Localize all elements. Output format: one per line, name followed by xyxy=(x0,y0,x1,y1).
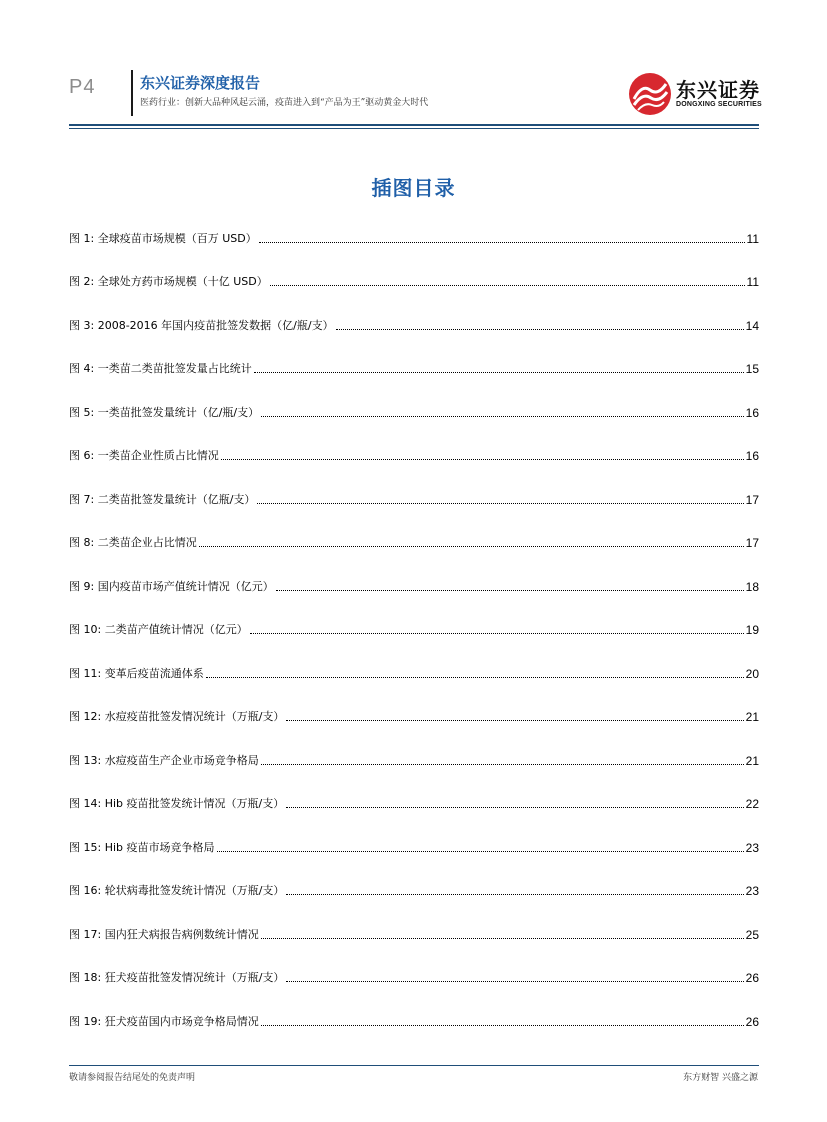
toc-item[interactable] xyxy=(69,303,759,347)
toc-item[interactable] xyxy=(69,564,759,608)
toc-item[interactable] xyxy=(69,347,759,391)
toc-title: 插图目录 xyxy=(371,176,456,200)
toc-item[interactable] xyxy=(69,390,759,434)
toc-item-label: 图 8: 二类苗企业占比情况 xyxy=(69,536,197,549)
toc-item-label: 图 7: 二类苗批签发量统计（亿瓶/支） xyxy=(69,492,256,506)
page-number: P4 xyxy=(69,76,96,98)
toc-leader xyxy=(270,285,745,286)
toc-item-label: 图 10: 二类苗产值统计情况（亿元） xyxy=(69,623,248,636)
toc-item-page: 14 xyxy=(745,318,759,333)
toc-item-page: 17 xyxy=(745,492,759,507)
toc-leader xyxy=(206,677,744,678)
toc-leader xyxy=(286,720,743,721)
toc-item-label: 图 14: Hib 疫苗批签发统计情况（万瓶/支） xyxy=(69,797,285,810)
toc-leader xyxy=(261,416,744,417)
header-rule xyxy=(69,124,759,126)
toc-leader xyxy=(286,894,743,895)
toc-item-page: 19 xyxy=(745,623,759,637)
toc-item-label: 图 17: 国内狂犬病报告病例数统计情况 xyxy=(69,927,259,941)
toc-item-page: 17 xyxy=(745,536,759,550)
toc-item[interactable] xyxy=(69,695,759,739)
toc-item-page: 23 xyxy=(745,884,759,898)
toc-leader xyxy=(250,633,744,634)
toc-item-label: 图 2: 全球处方药市场规模（十亿 USD） xyxy=(69,275,268,288)
toc-item[interactable] xyxy=(69,825,759,869)
toc-item-page: 15 xyxy=(745,362,759,376)
toc-item[interactable] xyxy=(69,869,759,913)
toc-item-page: 26 xyxy=(745,971,759,985)
toc-leader xyxy=(217,851,744,852)
toc-item[interactable] xyxy=(69,738,759,782)
toc-leader xyxy=(257,503,743,504)
toc-item-page: 25 xyxy=(745,927,759,942)
toc-item-page: 21 xyxy=(745,710,759,724)
toc-item-page: 16 xyxy=(745,449,759,463)
toc-item-page: 20 xyxy=(745,666,759,681)
toc-leader xyxy=(261,938,744,939)
toc-item[interactable] xyxy=(69,477,759,521)
toc-item-label: 图 11: 变革后疫苗流通体系 xyxy=(69,666,204,680)
logo-chinese-name: 东兴证券 xyxy=(676,78,760,102)
toc-leader xyxy=(254,372,744,373)
toc-item[interactable] xyxy=(69,956,759,1000)
toc-item[interactable] xyxy=(69,782,759,826)
toc-item-label: 图 3: 2008-2016 年国内疫苗批签发数据（亿/瓶/支） xyxy=(69,318,334,332)
toc-item-label: 图 1: 全球疫苗市场规模（百万 USD） xyxy=(69,231,257,245)
toc-item[interactable] xyxy=(69,912,759,956)
toc-item[interactable] xyxy=(69,521,759,565)
company-logo xyxy=(628,72,763,116)
report-title: 东兴证券深度报告 xyxy=(140,74,261,92)
toc-leader xyxy=(221,459,744,460)
toc-item-page: 16 xyxy=(745,405,759,420)
toc-item-label: 图 5: 一类苗批签发量统计（亿/瓶/支） xyxy=(69,405,260,419)
toc-leader xyxy=(261,1025,744,1026)
header-divider xyxy=(131,70,133,116)
toc-item-label: 图 15: Hib 疫苗市场竞争格局 xyxy=(69,840,215,854)
toc-item-label: 图 4: 一类苗二类苗批签发量占比统计 xyxy=(69,362,252,375)
toc-leader xyxy=(261,764,744,765)
toc-item-page: 23 xyxy=(745,840,759,855)
toc-item-label: 图 19: 狂犬疫苗国内市场竞争格局情况 xyxy=(69,1014,259,1028)
toc-list xyxy=(69,216,759,1043)
toc-item[interactable] xyxy=(69,608,759,652)
toc-item[interactable] xyxy=(69,260,759,304)
logo-english-name: DONGXING SECURITIES xyxy=(676,101,762,108)
logo-emblem-icon xyxy=(628,72,672,116)
toc-item[interactable] xyxy=(69,999,759,1043)
toc-leader xyxy=(286,807,743,808)
toc-leader xyxy=(259,242,745,243)
footer-rule xyxy=(69,1065,759,1066)
toc-item-page: 11 xyxy=(746,275,759,289)
toc-item-page: 22 xyxy=(745,797,759,811)
toc-item-page: 21 xyxy=(745,753,759,768)
header-rule-thin xyxy=(69,128,759,129)
toc-item[interactable] xyxy=(69,651,759,695)
report-subtitle: 医药行业：创新大品种风起云涌，疫苗进入到“产品为王”驱动黄金大时代 xyxy=(140,98,429,108)
toc-item-page: 18 xyxy=(745,579,759,594)
toc-item[interactable] xyxy=(69,216,759,260)
toc-item-page: 26 xyxy=(745,1014,759,1029)
toc-item-label: 图 9: 国内疫苗市场产值统计情况（亿元） xyxy=(69,579,274,593)
toc-item-label: 图 13: 水痘疫苗生产企业市场竞争格局 xyxy=(69,753,259,767)
toc-leader xyxy=(199,546,744,547)
toc-item-label: 图 16: 轮状病毒批签发统计情况（万瓶/支） xyxy=(69,884,285,897)
toc-item-page: 11 xyxy=(746,231,759,246)
toc-item-label: 图 12: 水痘疫苗批签发情况统计（万瓶/支） xyxy=(69,710,285,723)
toc-leader xyxy=(276,590,744,591)
toc-leader xyxy=(336,329,744,330)
toc-item-label: 图 18: 狂犬疫苗批签发情况统计（万瓶/支） xyxy=(69,971,285,984)
footer-slogan: 东方财智 兴盛之源 xyxy=(683,1073,758,1083)
footer-disclaimer: 敬请参阅报告结尾处的免责声明 xyxy=(69,1073,196,1083)
toc-item[interactable] xyxy=(69,434,759,478)
toc-item-label: 图 6: 一类苗企业性质占比情况 xyxy=(69,449,219,462)
toc-leader xyxy=(286,981,743,982)
